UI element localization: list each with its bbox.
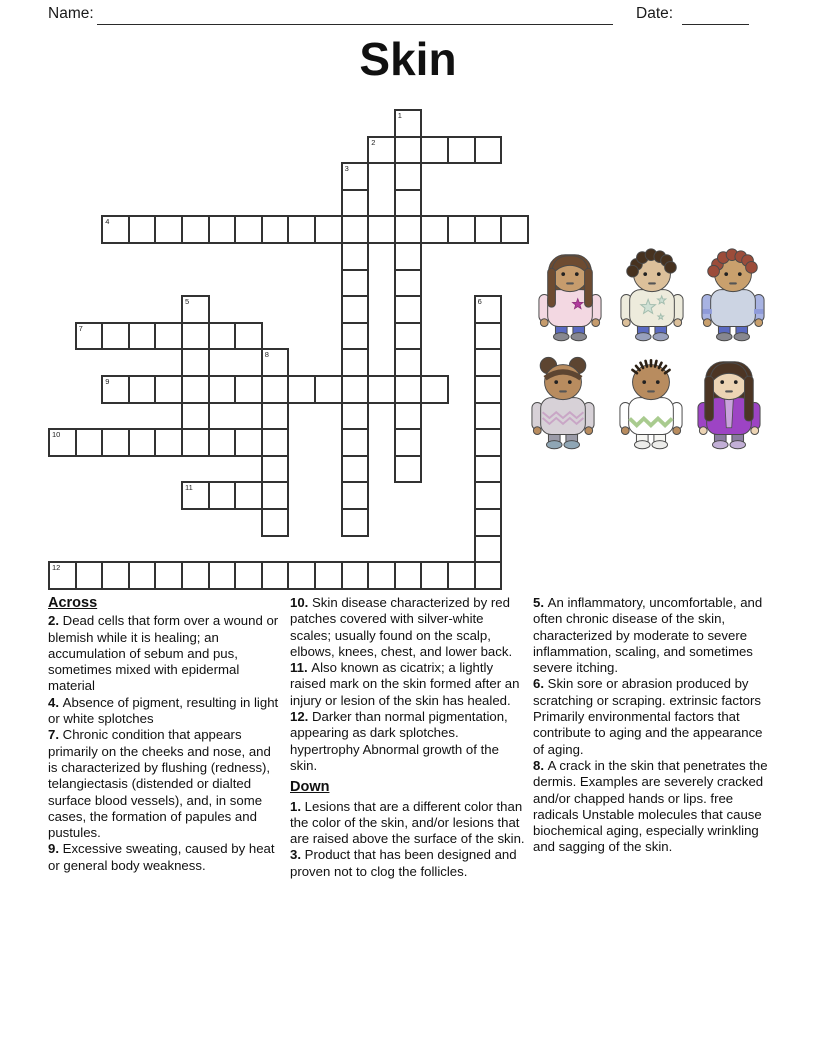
grid-cell — [314, 215, 343, 244]
grid-cell — [394, 428, 423, 457]
grid-cell-number: 2 — [371, 137, 376, 147]
grid-cell — [261, 402, 290, 431]
grid-cell — [261, 375, 290, 404]
clue-number: 8. — [533, 757, 548, 773]
grid-cell — [474, 136, 503, 165]
grid-cell-number: 7 — [78, 323, 83, 333]
grid-cell — [447, 215, 476, 244]
grid-cell — [181, 481, 210, 510]
grid-cell — [128, 561, 157, 590]
grid-cell — [341, 402, 370, 431]
grid-cell — [341, 508, 370, 537]
grid-cell-number: 3 — [344, 164, 349, 174]
grid-cell — [474, 508, 503, 537]
child-figure-boy-curly-brown — [617, 245, 687, 344]
grid-cell — [208, 322, 237, 351]
grid-cell — [234, 428, 263, 457]
grid-cell — [394, 242, 423, 271]
grid-cell — [474, 215, 503, 244]
grid-cell — [128, 428, 157, 457]
grid-cell — [474, 295, 503, 324]
date-label: Date: — [636, 5, 674, 22]
puzzle-title: Skin — [359, 33, 457, 85]
grid-cell-number: 5 — [185, 297, 190, 307]
grid-cell-number: 8 — [264, 350, 269, 360]
grid-cell — [447, 561, 476, 590]
grid-cell — [314, 561, 343, 590]
grid-cell — [394, 136, 423, 165]
grid-cell — [394, 189, 423, 218]
date-fill-line — [682, 7, 749, 25]
grid-cell — [101, 215, 130, 244]
grid-cell — [261, 428, 290, 457]
grid-cell — [208, 481, 237, 510]
child-figure-girl-long-hair — [535, 245, 605, 344]
grid-cell-number: 11 — [185, 483, 193, 493]
grid-cell — [128, 375, 157, 404]
clue-number: 7. — [48, 727, 63, 743]
crossword-grid — [48, 109, 530, 591]
grid-cell — [341, 269, 370, 298]
grid-cell — [474, 375, 503, 404]
clue-number: 10. — [290, 595, 312, 610]
grid-cell — [181, 322, 210, 351]
grid-cell — [420, 136, 449, 165]
grid-cell — [394, 455, 423, 484]
grid-cell — [341, 561, 370, 590]
grid-cell — [48, 428, 77, 457]
grid-cell — [394, 295, 423, 324]
grid-cell — [341, 481, 370, 510]
grid-cell — [287, 561, 316, 590]
children-illustration — [527, 243, 769, 459]
grid-cell — [208, 561, 237, 590]
grid-cell — [287, 375, 316, 404]
grid-cell-number: 9 — [105, 377, 110, 386]
grid-cell — [367, 215, 396, 244]
grid-cell — [101, 561, 130, 590]
child-figure-boy-spikes — [616, 353, 686, 452]
grid-cell — [341, 242, 370, 271]
grid-cell — [154, 375, 183, 404]
grid-cell-number: 10 — [52, 430, 61, 440]
clue-number: 4. — [48, 694, 63, 710]
grid-cell — [261, 455, 290, 484]
grid-cell — [181, 561, 210, 590]
grid-cell — [154, 322, 183, 351]
clue-number: 2. — [48, 613, 63, 629]
grid-cell — [474, 535, 503, 564]
grid-cell — [154, 561, 183, 590]
grid-cell — [287, 215, 316, 244]
grid-cell — [75, 428, 104, 457]
clues-heading-across: Across — [48, 595, 98, 611]
grid-cell — [154, 428, 183, 457]
clue-number: 1. — [290, 798, 305, 814]
grid-cell — [48, 561, 77, 590]
grid-cell — [474, 455, 503, 484]
grid-cell — [367, 136, 396, 165]
grid-cell — [394, 348, 423, 377]
grid-cell — [367, 561, 396, 590]
grid-cell — [181, 375, 210, 404]
grid-cell — [261, 348, 290, 377]
grid-cell — [341, 455, 370, 484]
grid-cell-number: 6 — [477, 297, 482, 307]
clue-across-7: 7. Chronic condition that appears primarily on the cheeks and nose, and is characterized by flushing (redness), telangiectasis (distended or dialted surface blood vessels), and, in some cases, the formation of papules and pustules. — [48, 727, 271, 841]
grid-cell — [234, 375, 263, 404]
grid-cell — [261, 561, 290, 590]
child-figure-girl-puffs — [528, 353, 598, 452]
clues-column-2 — [290, 595, 525, 880]
grid-cell — [420, 215, 449, 244]
grid-cell — [474, 428, 503, 457]
grid-cell — [128, 322, 157, 351]
grid-cell — [394, 402, 423, 431]
grid-cell — [474, 348, 503, 377]
grid-cell — [474, 322, 503, 351]
clues-column-3 — [533, 595, 770, 856]
grid-cell — [234, 561, 263, 590]
clue-down-3: 3. Product that has been designed and proven not to clog the follicles. — [290, 847, 517, 879]
grid-cell — [394, 375, 423, 404]
grid-cell — [447, 136, 476, 165]
grid-cell — [208, 428, 237, 457]
grid-cell — [341, 322, 370, 351]
clue-across-10: 10. Skin disease characterized by red patches covered with silver-white scales; usually found on the scalp, elbows, knees, chest, and lower back. — [290, 595, 513, 659]
grid-cell — [341, 295, 370, 324]
grid-cell — [234, 322, 263, 351]
clue-down-8: 8. A crack in the skin that penetrates the dermis. Examples are severely cracked and/or chapped hands or lips. free radicals Unstable molecules that cause biochemical aging, especially wrinkling and sagging of the skin. — [533, 757, 768, 855]
grid-cell — [75, 561, 104, 590]
grid-cell — [181, 402, 210, 431]
clues-column-1 — [48, 595, 281, 874]
grid-cell — [420, 561, 449, 590]
grid-cell — [341, 215, 370, 244]
grid-cell — [261, 481, 290, 510]
grid-cell — [474, 481, 503, 510]
clue-down-5: 5. An inflammatory, uncomfortable, and often chronic disease of the skin, characterized by moderate to severe inflammation, scaling, and sometimes severe itching. — [533, 595, 763, 676]
clue-number: 6. — [533, 676, 548, 692]
grid-cell-number: 4 — [105, 217, 110, 227]
grid-cell — [208, 375, 237, 404]
grid-cell — [181, 295, 210, 324]
clue-down-6: 6. Skin sore or abrasion produced by scratching or scraping. extrinsic factors Primarily environmental factors that contribute to aging and the appearance of aging. — [533, 676, 763, 757]
grid-cell — [208, 215, 237, 244]
grid-cell — [394, 322, 423, 351]
grid-cell — [341, 162, 370, 191]
grid-cell — [341, 428, 370, 457]
grid-cell — [101, 375, 130, 404]
clue-number: 5. — [533, 595, 548, 610]
grid-cell — [500, 215, 529, 244]
name-label: Name: — [48, 5, 94, 22]
grid-cell — [394, 561, 423, 590]
grid-cell — [181, 348, 210, 377]
clue-number: 11. — [290, 660, 312, 676]
clue-number: 9. — [48, 841, 63, 857]
grid-cell-number: 1 — [397, 111, 402, 120]
grid-cell — [367, 375, 396, 404]
clue-down-1: 1. Lesions that are a different color than the color of the skin, and/or lesions that are raised above the surface of the skin. — [290, 798, 525, 847]
grid-cell — [234, 215, 263, 244]
clue-across-2: 2. Dead cells that form over a wound or blemish while it is healing; an accumulation of sebum and pus, sometimes mixed with epidermal material — [48, 613, 279, 694]
grid-cell — [341, 348, 370, 377]
clue-number: 12. — [290, 709, 312, 725]
grid-cell — [394, 109, 423, 138]
grid-cell — [474, 402, 503, 431]
grid-cell — [420, 375, 449, 404]
grid-cell — [341, 375, 370, 404]
grid-cell — [394, 162, 423, 191]
grid-cell — [181, 428, 210, 457]
grid-cell — [261, 508, 290, 537]
grid-cell — [394, 269, 423, 298]
clue-number: 3. — [290, 847, 305, 863]
grid-cell — [234, 481, 263, 510]
child-figure-girl-bob — [694, 353, 764, 452]
clue-across-9: 9. Excessive sweating, caused by heat or general body weakness. — [48, 841, 275, 873]
grid-cell — [314, 375, 343, 404]
clue-across-12: 12. Darker than normal pigmentation, appearing as dark splotches. hypertrophy Abnormal growth of the skin. — [290, 709, 508, 773]
grid-cell — [181, 215, 210, 244]
grid-cell — [394, 215, 423, 244]
grid-cell — [101, 322, 130, 351]
grid-cell — [474, 561, 503, 590]
grid-cell — [341, 189, 370, 218]
clues-heading-down: Down — [290, 779, 330, 796]
grid-cell-number: 12 — [52, 563, 61, 573]
grid-cell — [128, 215, 157, 244]
child-figure-boy-curly-auburn — [698, 245, 768, 344]
grid-cell — [75, 322, 104, 351]
grid-cell — [261, 215, 290, 244]
clue-across-11: 11. Also known as cicatrix; a lightly raised mark on the skin formed after an injury or lesion of the skin has healed. — [290, 660, 520, 708]
grid-cell — [101, 428, 130, 457]
name-fill-line — [97, 7, 613, 25]
clue-across-4: 4. Absence of pigment, resulting in light or white splotches — [48, 694, 279, 727]
grid-cell — [154, 215, 183, 244]
